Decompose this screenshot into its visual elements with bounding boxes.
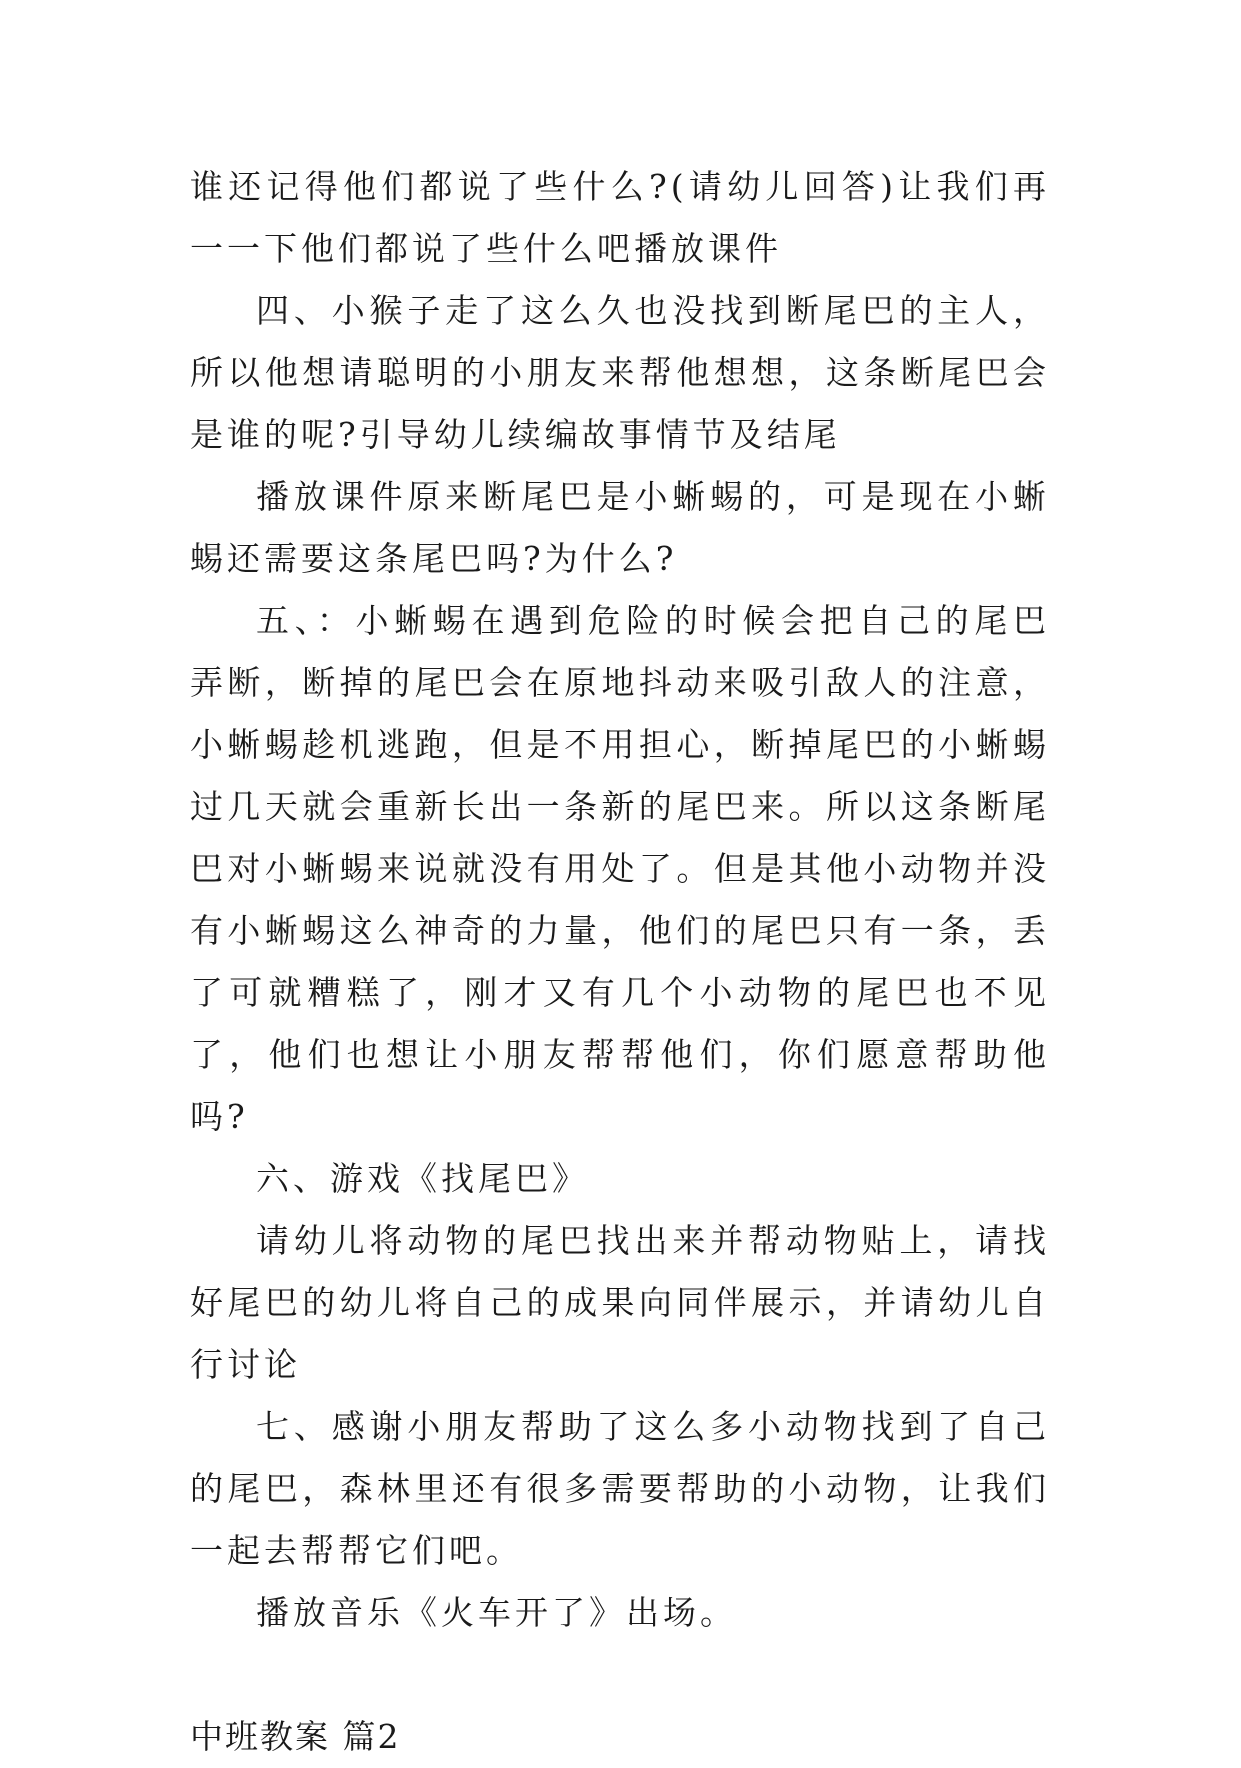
paragraph-game-instructions: 请幼儿将动物的尾巴找出来并帮动物贴上，请找好尾巴的幼儿将自己的成果向同伴展示，并请幼儿自行讨论 [190,1221,1050,1384]
document-body [190,156,1050,1768]
paragraph-recall-dialogue: 谁还记得他们都说了些什么?(请幼儿回答)让我们再一一下他们都说了些什么吧播放课件 [190,167,1050,268]
section-heading: 中班教案 篇2 [190,1717,401,1756]
paragraph-step-seven: 七、感谢小朋友帮助了这么多小动物找到了自己的尾巴，森林里还有很多需要帮助的小动物，让我们一起去帮帮它们吧。 [190,1407,1050,1570]
paragraph-play-courseware: 播放课件原来断尾巴是小蜥蜴的，可是现在小蜥蜴还需要这条尾巴吗?为什么? [190,477,1050,578]
section-spacer [190,1644,1050,1706]
paragraph-step-five: 五、：小蜥蜴在遇到危险的时候会把自己的尾巴弄断，断掉的尾巴会在原地抖动来吸引敌人的注意，小蜥蜴趁机逃跑，但是不用担心，断掉尾巴的小蜥蜴过几天就会重新长出一条新的尾巴来。所以这条断尾巴对小蜥蜴来说就没有用处了。但是其他小动物并没有小蜥蜴这么神奇的力量，他们的尾巴只有一条，丢了可就糟糕了，刚才又有几个小动物的尾巴也不见了，他们也想让小朋友帮帮他们，你们愿意帮助他吗? [190,601,1050,1136]
paragraph-step-four: 四、小猴子走了这么久也没找到断尾巴的主人，所以他想请聪明的小朋友来帮他想想，这条断尾巴会是谁的呢?引导幼儿续编故事情节及结尾 [190,291,1050,454]
paragraph-step-six: 六、游戏《找尾巴》 [256,1159,589,1198]
paragraph-closing-music: 播放音乐《火车开了》出场。 [256,1593,737,1632]
